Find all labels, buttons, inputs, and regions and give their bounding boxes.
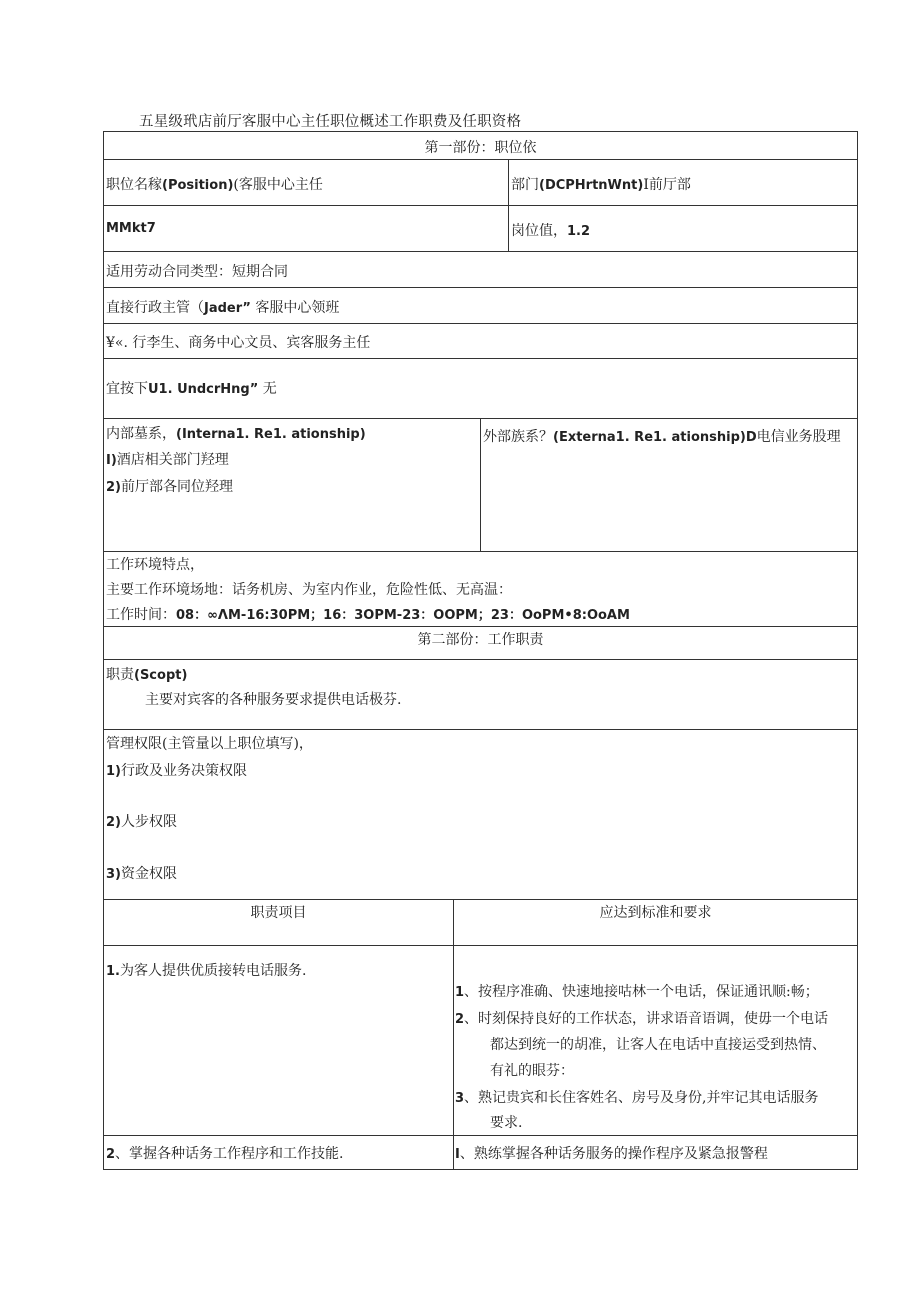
standard-num: 2 <box>455 1012 465 1027</box>
duty-num: 2 <box>106 1147 116 1162</box>
standard-line: 、按程序准确、快速地接咕林一个电话，保证通讯顺:畅； <box>464 984 819 1000</box>
authority-item-text: 资金权限 <box>121 866 177 882</box>
standard-num: 3 <box>455 1091 465 1106</box>
duties-col2-header: 应达到标准和要求 <box>599 905 712 921</box>
supervisor-row <box>103 287 858 323</box>
standard-line: 都达到统一的胡准，让客人在电话中直接运受到热情、 <box>490 1037 826 1053</box>
authority-item <box>106 811 177 831</box>
duty-item <box>106 1143 344 1163</box>
authority-item <box>106 863 177 883</box>
internal-en: (Interna1. Re1. ationship) <box>176 427 366 442</box>
environment-row <box>103 551 858 626</box>
environment-place: 主要工作环境场地：话务机房、为室内作业，危险性低、无高温： <box>106 582 512 598</box>
direct-subordinates-row <box>103 358 858 418</box>
direct-subordinates <box>106 378 277 398</box>
internal-relationship <box>106 423 366 443</box>
authority-title: 管理权限(主管量以上职位填写)， <box>106 736 313 752</box>
duty-text: 、掌握各种话务工作程序和工作技能. <box>115 1146 344 1162</box>
position-name-value: (客服中心主任 <box>233 177 323 193</box>
contract-row <box>103 251 858 287</box>
department-value: I前厅部 <box>643 177 691 193</box>
relationships-row <box>103 418 858 551</box>
supervisor <box>106 297 339 317</box>
part1-header: 第一部份：职位依 <box>424 140 537 156</box>
scope-en: (Scopt) <box>134 668 188 683</box>
position-name-en: (Position) <box>162 178 234 193</box>
post-value <box>511 220 590 240</box>
direct-sub-label: 宜按下 <box>106 381 148 397</box>
scope-row <box>103 659 858 729</box>
standard-line: 、时刻保持良好的工作状态，讲求语音语调，使毋一个电话 <box>464 1011 829 1027</box>
internal-item-num: I) <box>106 453 117 468</box>
internal-item <box>106 449 229 469</box>
supervisor-label: 直接行政主管（ <box>106 300 204 316</box>
environment-title: 工作环境特点， <box>106 557 204 573</box>
part2-header: 第二部份：工作职责 <box>417 632 544 648</box>
post-value-label: 岗位值， <box>511 223 567 239</box>
external-label: 外部族系？ <box>483 429 553 445</box>
part1-header-row <box>103 131 858 159</box>
post-value-number: 1.2 <box>567 224 591 239</box>
external-value: 电信业务股理 <box>756 429 841 445</box>
standard-line: 要求. <box>490 1115 523 1131</box>
subordinates-value: 行李生、商务中心文员、宾客服务主任 <box>132 335 371 351</box>
subordinates-prefix: ¥«. <box>106 335 133 351</box>
department-en: (DCPHrtnWnt) <box>539 178 644 193</box>
internal-item-text: 前厅部各同位羟理 <box>121 479 233 495</box>
standard-num: I <box>455 1147 460 1162</box>
position-code: MMkt7 <box>106 221 156 236</box>
authority-item-text: 人步权限 <box>121 814 177 830</box>
duty-text: 为客人提供优质接转电话服务. <box>119 963 307 979</box>
scope-text: 主要对宾客的各种服务要求提供电话极芬. <box>145 692 402 708</box>
duties-col1-header: 职责项目 <box>250 905 307 921</box>
standard-item <box>455 981 819 1001</box>
job-description-table <box>103 131 858 1170</box>
standard-line: 有礼的眼芬： <box>490 1063 574 1079</box>
authority-item-num: 2) <box>106 815 121 830</box>
authority-item-num: 1) <box>106 764 121 779</box>
standard-line: 、熟记贵宾和长住客姓名、房号及身份,并牢记其电话服务 <box>464 1090 819 1106</box>
standard-item <box>455 1087 819 1107</box>
scope-heading <box>106 664 187 684</box>
authority-item-num: 3) <box>106 867 121 882</box>
direct-sub-en: U1. UndcrHng” <box>148 382 259 397</box>
standard-num: 1 <box>455 985 465 1000</box>
standard-line: 、熟练掌握各种话务服务的操作程序及紧急报警程 <box>459 1146 768 1162</box>
internal-label: 内部墓系， <box>106 426 176 442</box>
authority-item <box>106 760 247 780</box>
authority-item-text: 行政及业务决策权限 <box>121 763 247 779</box>
working-hours-value: 08：∞ΛM-16:30PM；16：3OPM-23：OOPM；23：OoPM•8:OoAM <box>176 608 630 623</box>
duty-item <box>106 960 306 980</box>
scope-label: 职责 <box>106 667 134 683</box>
supervisor-en: Jader” <box>204 301 251 316</box>
subordinates-row <box>103 323 858 358</box>
external-relationship <box>483 426 841 446</box>
duty-row <box>103 1135 858 1170</box>
position-name <box>106 174 323 194</box>
supervisor-value: 客服中心领班 <box>250 300 340 316</box>
internal-item-num: 2) <box>106 480 121 495</box>
subordinates <box>106 332 370 352</box>
duty-row <box>103 945 858 1135</box>
internal-item <box>106 476 233 496</box>
authority-row <box>103 729 858 899</box>
code-row <box>103 205 858 251</box>
internal-item-text: 酒店相关部门羟理 <box>116 452 229 468</box>
department <box>511 174 691 194</box>
duty-num: 1. <box>106 964 120 979</box>
standard-item <box>455 1008 828 1028</box>
duties-header-row <box>103 899 858 945</box>
direct-sub-value: 无 <box>258 381 277 397</box>
external-en: (Externa1. Re1. ationship)D <box>553 430 757 445</box>
position-row <box>103 159 858 205</box>
working-hours <box>106 604 630 624</box>
position-name-label: 职位名稼 <box>106 177 162 193</box>
standard-item <box>455 1143 768 1163</box>
document-title: 五星级玳店前厅客服中心主任职位概述工作职费及任职资格 <box>139 114 522 130</box>
department-label: 部门 <box>511 177 539 193</box>
working-hours-label: 工作时间： <box>106 607 176 623</box>
part2-header-row <box>103 626 858 659</box>
contract-type: 适用劳动合同类型：短期合同 <box>106 264 288 280</box>
